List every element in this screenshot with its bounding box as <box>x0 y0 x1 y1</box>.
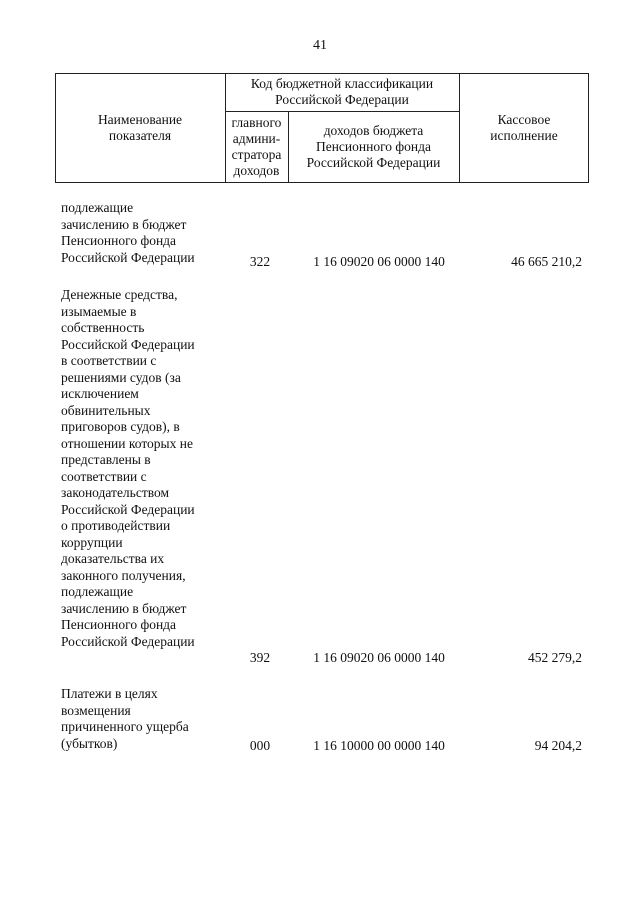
header-fund-revenue: доходов бюджета Пенсионного фонда Российской Федерации <box>306 123 441 170</box>
row-budget-code: 1 16 09020 06 0000 140 <box>313 254 445 269</box>
row-amount: 46 665 210,2 <box>511 254 582 269</box>
page-number: 41 <box>313 38 327 53</box>
row-budget-code: 1 16 09020 06 0000 140 <box>313 650 445 665</box>
row-admin-code: 322 <box>249 254 271 269</box>
row-indicator-name: подлежащие зачислению в бюджет Пенсионного фонда Российской Федерации <box>61 200 195 265</box>
header-budget-code-group: Код бюджетной классификации Российской Федерации <box>250 76 434 107</box>
row-indicator-name: Денежные средства, изымаемые в собственность Российской Федерации в соответствии с решениями судов (за исключением обвинительных приговоров судов), в отношении которых не представлены в соответствии с законодательством Российской Федерации о противодействии коррупции доказательства их законного получения, подлежащие зачислению в бюджет Пенсионного фонда Российской Федерации <box>61 287 195 649</box>
row-amount: 94 204,2 <box>534 738 582 753</box>
row-admin-code: 000 <box>249 738 271 753</box>
header-chief-administrator: главного админи- стратора доходов <box>231 115 282 178</box>
row-admin-code: 392 <box>249 650 271 665</box>
row-indicator-name: Платежи в целях возмещения причиненного ущерба (убытков) <box>61 686 189 751</box>
table-header <box>55 73 589 183</box>
row-amount: 452 279,2 <box>528 650 582 665</box>
row-budget-code: 1 16 10000 00 0000 140 <box>313 738 445 753</box>
header-indicator-name: Наименование показателя <box>97 112 183 143</box>
header-cash-execution: Кассовое исполнение <box>490 112 558 143</box>
